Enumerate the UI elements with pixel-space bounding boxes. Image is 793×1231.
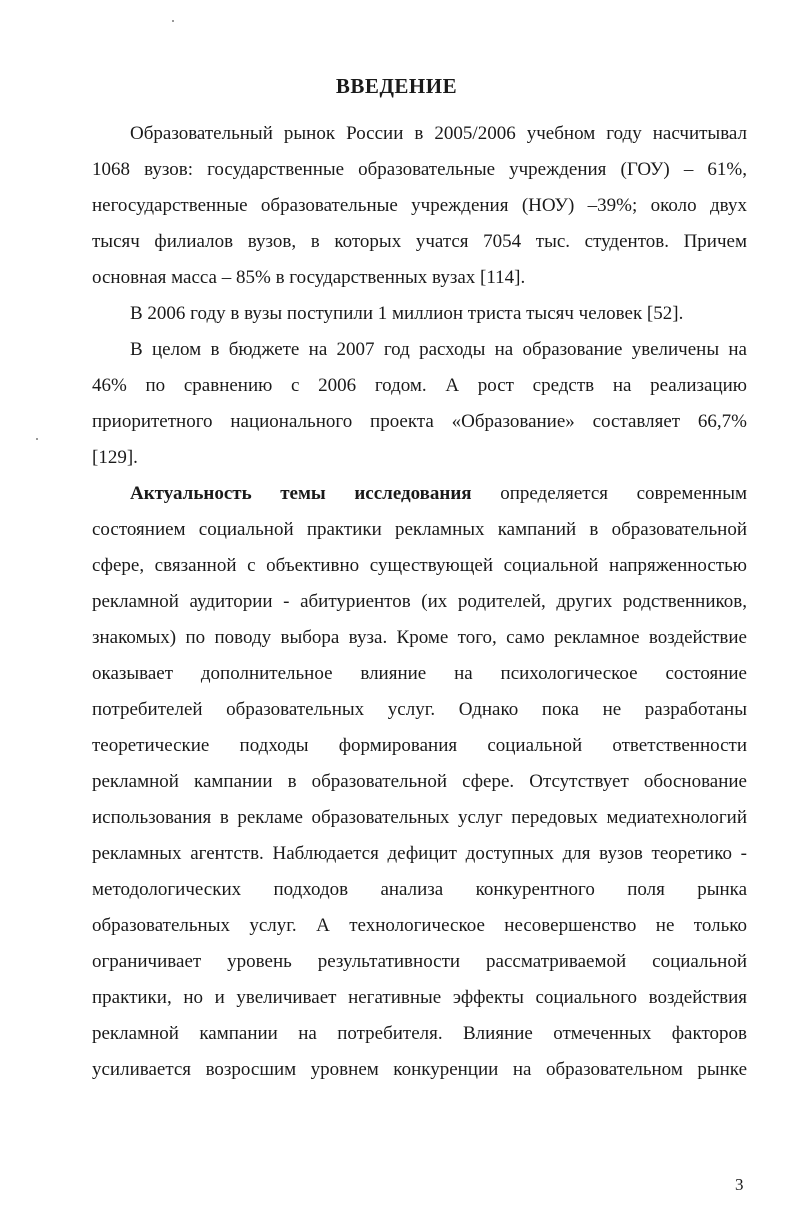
text-line: [129].: [92, 447, 138, 468]
page-number: 3: [735, 1175, 744, 1194]
text-line: практики, но и увеличивает негативные эффекты социального воздействия: [92, 987, 747, 1008]
paragraph-2: [92, 296, 747, 332]
paragraph-1: [92, 116, 747, 296]
text-line-rest: определяется современным: [500, 483, 748, 504]
text-line: теоретические подходы формирования социальной ответственности: [92, 735, 747, 756]
text-line: 1068 вузов: государственные образовательные учреждения (ГОУ) – 61%,: [92, 159, 747, 180]
text-line: основная масса – 85% в государственных вузах [114].: [92, 267, 526, 288]
paragraph-4: [92, 476, 747, 1088]
lead-bold-phrase: Актуальность темы исследования: [130, 483, 472, 504]
text-line: потребителей образовательных услуг. Однако пока не разработаны: [92, 699, 747, 720]
page-title: ВВЕДЕНИЕ: [335, 74, 458, 98]
text-line: [92, 476, 747, 512]
text-line: рекламной кампании на потребителя. Влияние отмеченных факторов: [92, 1023, 747, 1044]
text-line: 46% по сравнению с 2006 годом. А рост средств на реализацию: [92, 375, 747, 396]
text-line: знакомых) по поводу выбора вуза. Кроме того, само рекламное воздействие: [92, 627, 747, 648]
text-line: приоритетного национального проекта «Образование» составляет 66,7%: [92, 411, 747, 432]
text-line: оказывает дополнительное влияние на психологическое состояние: [92, 663, 747, 684]
body-text: [92, 116, 747, 1088]
paragraph-3: [92, 332, 747, 476]
text-line: рекламных агентств. Наблюдается дефицит доступных для вузов теоретико -: [92, 843, 747, 864]
text-line: В 2006 году в вузы поступили 1 миллион триста тысяч человек [52].: [130, 303, 684, 324]
text-line: сфере, связанной с объективно существующей социальной напряженностью: [92, 555, 747, 576]
text-line: Образовательный рынок России в 2005/2006 учебном году насчитывал: [130, 123, 747, 144]
text-line: В целом в бюджете на 2007 год расходы на образование увеличены на: [130, 339, 747, 360]
text-line: тысяч филиалов вузов, в которых учатся 7054 тыс. студентов. Причем: [92, 231, 747, 252]
text-line: рекламной аудитории - абитуриентов (их родителей, других родственников,: [92, 591, 747, 612]
scan-speck: [172, 20, 174, 22]
text-line: образовательных услуг. А технологическое несовершенство не только: [92, 915, 747, 936]
text-line: состоянием социальной практики рекламных кампаний в образовательной: [92, 519, 747, 540]
text-line: ограничивает уровень результативности рассматриваемой социальной: [92, 951, 747, 972]
text-line: негосударственные образовательные учреждения (НОУ) –39%; около двух: [92, 195, 747, 216]
text-line: рекламной кампании в образовательной сфере. Отсутствует обоснование: [92, 771, 747, 792]
text-line: методологических подходов анализа конкурентного поля рынка: [92, 879, 747, 900]
scan-speck: [36, 438, 38, 440]
text-line: усиливается возросшим уровнем конкуренции на образовательном рынке: [92, 1059, 747, 1080]
text-line: использования в рекламе образовательных услуг передовых медиатехнологий: [92, 807, 747, 828]
